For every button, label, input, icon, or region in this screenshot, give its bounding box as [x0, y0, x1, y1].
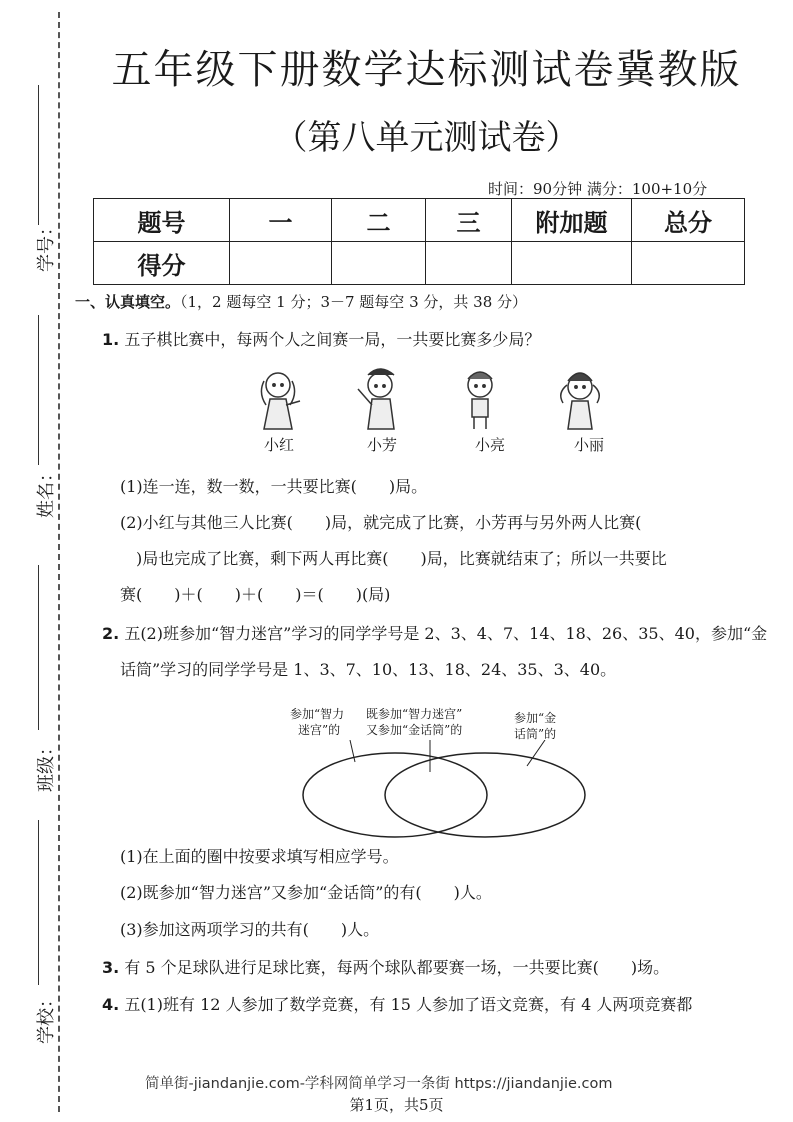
- score-header-cell: 总分: [632, 199, 745, 242]
- q2-sub2: (2)既参加“智力迷宫”又参加“金话筒”的有( )人。: [120, 883, 492, 902]
- question-number: 3.: [102, 958, 120, 977]
- venn-pointer-right: [527, 740, 545, 766]
- venn-label-right-2: 话筒”的: [514, 727, 557, 741]
- girl-icon: [561, 373, 600, 429]
- xuehao-label: 学号：: [36, 218, 57, 272]
- score-table-score-row: [94, 242, 745, 285]
- xuehao-write-line[interactable]: [38, 85, 39, 225]
- boy-icon: [468, 372, 492, 429]
- q1-sub2-line3: 赛( )＋( )＋( )＝( )(局): [120, 585, 391, 604]
- page-subtitle: （第八单元测试卷）: [273, 118, 580, 158]
- score-row-label: 得分: [94, 242, 230, 285]
- girl-icon: [261, 373, 300, 429]
- section-score-note: （1，2 题每空 1 分；3－7 题每空 3 分，共 38 分）: [180, 293, 528, 311]
- q1-sub2-line1: (2)小红与其他三人比赛( )局，就完成了比赛，小芳再与另外两人比赛(: [120, 513, 642, 532]
- girl-icon: [358, 369, 394, 429]
- time-info: 时间：90分钟 满分：100+10分: [488, 180, 708, 198]
- xingming-write-line[interactable]: [38, 315, 39, 465]
- question-number: 1.: [102, 330, 120, 349]
- score-header-cell: 二: [332, 199, 426, 242]
- kid-name: 小丽: [573, 436, 604, 454]
- venn-label-right: [514, 710, 556, 742]
- venn-left-circle[interactable]: [303, 753, 487, 837]
- section-heading: [75, 291, 527, 312]
- score-input-cell[interactable]: [632, 242, 745, 285]
- question-text: 五(1)班有 12 人参加了数学竞赛，有 15 人参加了语文竞赛，有 4 人两项竞赛都: [124, 995, 693, 1014]
- section-title: 一、认真填空。: [75, 293, 181, 311]
- score-header-cell: 附加题: [512, 199, 632, 242]
- venn-label-left: [290, 706, 344, 738]
- venn-label-right-1: 参加“金: [514, 711, 557, 725]
- kid-name: 小亮: [474, 436, 505, 454]
- q1-sub1: (1)连一连，数一数，一共要比赛( )局。: [120, 477, 428, 496]
- q2-sub1: (1)在上面的圈中按要求填写相应学号。: [120, 847, 399, 866]
- question-2-line2: 话筒”学习的同学学号是 1、3、7、10、13、18、24、35、3、40。: [120, 660, 617, 679]
- kids-illustration: [240, 365, 620, 435]
- question-number: 2.: [102, 624, 120, 643]
- score-input-cell[interactable]: [230, 242, 332, 285]
- banji-write-line[interactable]: [38, 565, 39, 730]
- question-text: 五子棋比赛中，每两个人之间赛一局，一共要比赛多少局？: [124, 330, 541, 349]
- venn-label-middle-2: 又参加“金话筒”的: [366, 723, 463, 737]
- question-4: [102, 995, 692, 1015]
- venn-label-middle: [366, 706, 462, 738]
- question-number: 4.: [102, 995, 120, 1014]
- banji-label: 班级：: [36, 738, 57, 792]
- q1-sub2-line2: )局也完成了比赛，剩下两人再比赛( )局，比赛就结束了；所以一共要比: [120, 549, 667, 568]
- page-title: 五年级下册数学达标测试卷冀教版: [111, 47, 742, 93]
- page-number: 第1页，共5页: [349, 1096, 444, 1114]
- question-text: 有 5 个足球队进行足球比赛，每两个球队都要赛一场，一共要比赛( )场。: [124, 958, 670, 977]
- q2-sub3: (3)参加这两项学习的共有( )人。: [120, 920, 380, 939]
- score-input-cell[interactable]: [332, 242, 426, 285]
- question-3: [102, 958, 669, 978]
- score-header-cell: 一: [230, 199, 332, 242]
- question-text: 五(2)班参加“智力迷宫”学习的同学学号是 2、3、4、7、14、18、26、35、40，参加“金: [124, 624, 768, 643]
- kid-name: 小芳: [366, 436, 397, 454]
- question-2-line1: [102, 624, 767, 644]
- question-1: [102, 330, 540, 350]
- xuexiao-label: 学校：: [36, 990, 57, 1044]
- score-input-cell[interactable]: [512, 242, 632, 285]
- footer-site-link[interactable]: 简单街-jiandanjie.com-学科网简单学习一条街 https://jiandanjie.com: [145, 1076, 613, 1092]
- binding-dashed-line: [58, 12, 60, 1112]
- xingming-label: 姓名：: [36, 464, 57, 518]
- score-header-cell: 三: [426, 199, 512, 242]
- venn-right-circle[interactable]: [385, 753, 585, 837]
- score-input-cell[interactable]: [426, 242, 512, 285]
- xuexiao-write-line[interactable]: [38, 820, 39, 985]
- kid-name: 小红: [263, 436, 294, 454]
- venn-label-middle-1: 既参加“智力迷宫”: [366, 707, 463, 721]
- score-table: [93, 198, 745, 285]
- score-header-cell: 题号: [94, 199, 230, 242]
- score-table-header-row: [94, 199, 745, 242]
- venn-label-left-1: 参加“智力: [290, 707, 345, 721]
- venn-label-left-2: 迷宫”的: [298, 723, 341, 737]
- venn-diagram: [295, 740, 605, 840]
